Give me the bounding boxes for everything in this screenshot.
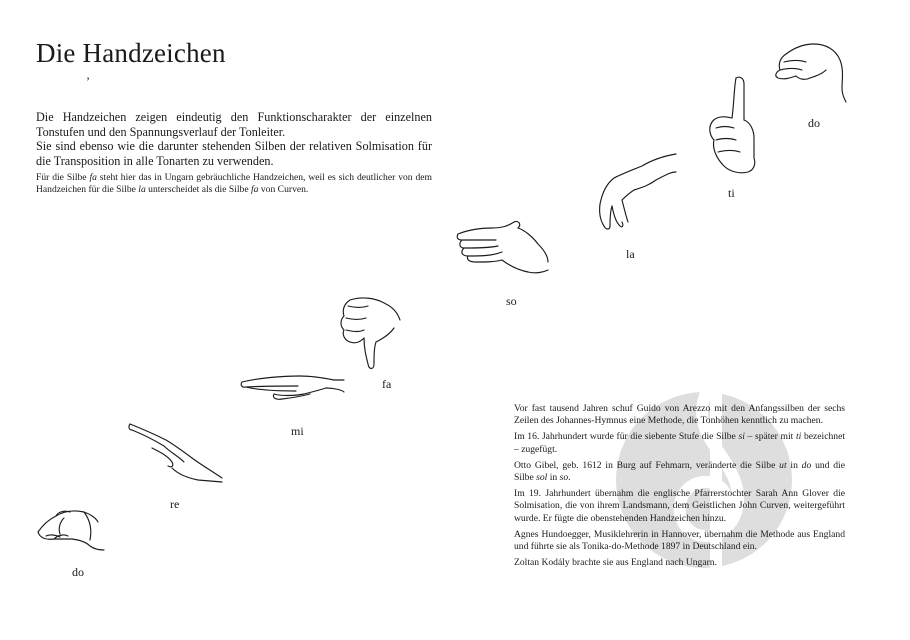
history-part: bezeichnet – zugefügt. <box>514 431 845 455</box>
history-part: – später mit <box>744 431 796 443</box>
note-part: steht hier das in Ungarn gebräuchliche Handzeichen, weil es sich deutlicher von dem Handzeichen für die Silbe <box>36 172 432 195</box>
note-syllable-la: la <box>138 184 146 195</box>
note-syllable-fa: fa <box>251 184 259 195</box>
history-syllable-do: do <box>801 459 812 471</box>
intro-paragraph-1: Die Handzeichen zeigen eindeutig den Funktionscharakter der einzelnen Tonstufen und den Spannungsverlauf der Tonleiter. <box>36 110 432 139</box>
syllable-do-low: do <box>72 565 84 579</box>
history-text <box>514 403 845 573</box>
history-paragraph-5: Agnes Hundoegger, Musiklehrerin in Hannover, übernahm die Methode aus England und führte sie als Tonika-do-Methode 1897 in Deutschland ein. <box>514 528 845 553</box>
history-part: und die Silbe <box>514 459 845 484</box>
history-part: Im 16. Jahrhundert wurde für die siebente Stufe die Silbe <box>514 431 739 443</box>
hand-sign-mi-icon <box>238 368 348 410</box>
history-paragraph-3 <box>514 460 845 484</box>
history-syllable-ut: ut <box>779 459 787 471</box>
hand-sign-la-icon <box>592 150 678 234</box>
syllable-re: re <box>170 497 180 511</box>
syllable-so: so <box>506 294 517 308</box>
hand-sign-ti-icon <box>704 74 760 176</box>
intro-text <box>36 110 432 196</box>
history-paragraph-1: Vor fast tausend Jahren schuf Guido von Arezzo mit den Anfangssilben der sechs Zeilen des Johannes-Hymnus eine Methode, die Tonhöhen kenntlich zu machen. <box>514 403 845 427</box>
history-part: Otto Gibel, geb. 1612 in Burg auf Fehmarn, veränderte die Silbe <box>514 459 780 471</box>
history-syllable-ti: ti <box>795 431 802 443</box>
page-title: Die Handzeichen <box>36 38 226 68</box>
history-syllable-si: si <box>738 431 745 443</box>
history-syllable-so: so <box>559 472 569 484</box>
syllable-ti: ti <box>728 186 735 200</box>
history-syllable-sol: sol <box>536 472 548 484</box>
history-paragraph-6: Zoltan Kodály brachte sie aus England nach Ungarn. <box>514 557 718 569</box>
syllable-mi: mi <box>291 424 304 438</box>
history-part: in <box>786 459 802 471</box>
history-paragraph-2 <box>514 431 845 455</box>
intro-note <box>36 172 432 196</box>
history-part: . <box>568 472 571 484</box>
tick-mark: ’ <box>86 74 90 88</box>
note-part: unterscheidet als die Silbe <box>145 184 252 195</box>
syllable-do-high: do <box>808 116 820 130</box>
note-part: Für die Silbe <box>36 172 90 183</box>
intro-paragraph-2: Sie sind ebenso wie die darunter stehenden Silben der relativen Solmisation für die Transposition in alle Tonarten zu verwenden. <box>36 139 432 168</box>
hand-sign-do-high-icon <box>770 40 846 104</box>
hand-sign-do-low-icon <box>34 500 106 552</box>
note-part: von Curven. <box>258 184 309 195</box>
syllable-la: la <box>626 247 635 261</box>
history-part: in <box>547 472 560 484</box>
note-syllable-fa: fa <box>89 172 97 183</box>
history-paragraph-4: Im 19. Jahrhundert übernahm die englische Pfarrerstochter Sarah Ann Glover die Solmisation, die von ihrem Landsmann, dem Geistlichen John Curven, weitergeführt wurde. Er fügte die obenstehenden Handzeichen hinzu. <box>514 488 845 524</box>
syllable-fa: fa <box>382 377 392 391</box>
hand-sign-fa-icon <box>334 294 406 374</box>
hand-sign-so-icon <box>452 216 552 278</box>
hand-sign-re-icon <box>126 418 226 488</box>
